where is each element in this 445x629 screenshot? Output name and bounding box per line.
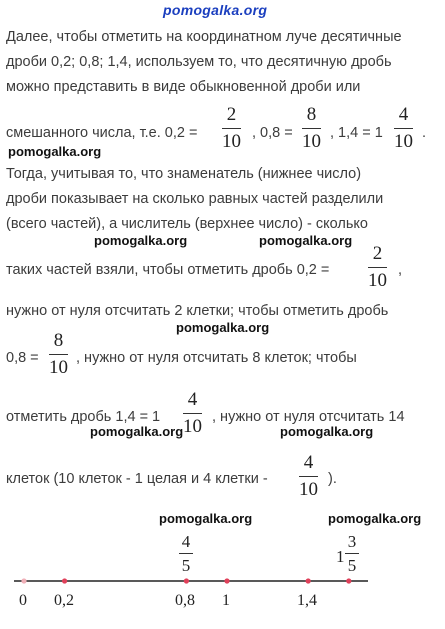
text-line-8a: таких частей взяли, чтобы отметить дробь 0,2 = bbox=[6, 262, 330, 278]
fraction-denominator: 5 bbox=[347, 556, 357, 575]
fraction-denominator: 10 bbox=[368, 270, 387, 291]
watermark-6: pomogalka.org bbox=[280, 424, 374, 439]
watermark-3: pomogalka.org bbox=[259, 233, 353, 248]
number-line-point bbox=[62, 578, 67, 583]
fraction-numerator: 2 bbox=[226, 104, 237, 125]
number-line-point bbox=[21, 578, 26, 583]
text-line-10a: 0,8 = bbox=[6, 350, 39, 366]
fraction-bar bbox=[179, 553, 193, 554]
fraction-denominator: 10 bbox=[49, 357, 68, 378]
label-zero: 0 bbox=[19, 592, 27, 609]
text-line-2: дроби 0,2; 0,8; 1,4, используем то, что десятичную дробь bbox=[6, 54, 392, 70]
fraction-numerator: 4 bbox=[187, 389, 198, 410]
text-line-12b: ). bbox=[328, 471, 337, 487]
text-line-5: Тогда, учитывая то, что знаменатель (нижнее число) bbox=[6, 166, 362, 182]
fraction-numerator: 4 bbox=[181, 532, 191, 551]
fraction-bar bbox=[345, 553, 359, 554]
text-line-6: дроби показывает на сколько равных частей разделили bbox=[6, 191, 384, 207]
fraction-bar bbox=[299, 476, 318, 477]
text-line-4a: смешанного числа, т.е. 0,2 = bbox=[6, 125, 198, 141]
text-line-1: Далее, чтобы отметить на координатном луче десятичные bbox=[6, 29, 402, 45]
fraction-denominator: 10 bbox=[394, 131, 413, 152]
fraction-numerator: 3 bbox=[347, 532, 357, 551]
watermark-5: pomogalka.org bbox=[90, 424, 184, 439]
number-line-point bbox=[224, 578, 229, 583]
text-line-9: нужно от нуля отсчитать 2 клетки; чтобы отметить дробь bbox=[6, 303, 389, 319]
fraction-bar bbox=[368, 267, 387, 268]
text-line-10b: , нужно от нуля отсчитать 8 клеток; чтобы bbox=[76, 350, 357, 366]
fraction-denominator: 5 bbox=[181, 556, 191, 575]
fraction-numerator: 4 bbox=[398, 104, 409, 125]
watermark-top: pomogalka.org bbox=[163, 2, 268, 18]
fraction-0-2-second bbox=[368, 243, 387, 292]
fraction-bar bbox=[49, 354, 68, 355]
text-line-11a: отметить дробь 1,4 = 1 bbox=[6, 409, 161, 425]
fraction-numerator: 8 bbox=[306, 104, 317, 125]
fraction-numerator: 4 bbox=[303, 452, 314, 473]
watermark-8: pomogalka.org bbox=[328, 511, 422, 526]
label-0-8: 0,8 bbox=[175, 592, 195, 609]
number-line bbox=[0, 570, 445, 594]
fraction-numerator: 2 bbox=[372, 243, 383, 264]
text-line-12a: клеток (10 клеток - 1 целая и 4 клетки - bbox=[6, 471, 268, 487]
number-line-point bbox=[306, 578, 311, 583]
text-line-3: можно представить в виде обыкновенной дроби или bbox=[6, 79, 361, 95]
fraction-denominator: 10 bbox=[183, 416, 202, 437]
fraction-numerator: 8 bbox=[53, 330, 64, 351]
fraction-0-2 bbox=[222, 104, 241, 153]
fraction-1-4 bbox=[394, 104, 413, 153]
fraction-denominator: 10 bbox=[299, 479, 318, 500]
label-1-4: 1,4 bbox=[297, 592, 317, 609]
text-line-7: (всего частей), а числитель (верхнее число) - сколько bbox=[6, 216, 368, 232]
number-line-fraction-3-5 bbox=[345, 532, 359, 575]
text-line-4d: . bbox=[422, 125, 427, 141]
fraction-bar bbox=[183, 413, 202, 414]
fraction-0-8-second bbox=[49, 330, 68, 379]
fraction-bar bbox=[394, 128, 413, 129]
label-one: 1 bbox=[222, 592, 230, 609]
fraction-1-4-second bbox=[183, 389, 202, 438]
watermark-2: pomogalka.org bbox=[94, 233, 188, 248]
watermark-1: pomogalka.org bbox=[8, 144, 102, 159]
fraction-denominator: 10 bbox=[302, 131, 321, 152]
fraction-0-8 bbox=[302, 104, 321, 153]
number-line-point bbox=[184, 578, 189, 583]
watermark-4: pomogalka.org bbox=[176, 320, 270, 335]
number-line-point bbox=[346, 578, 351, 583]
watermark-7: pomogalka.org bbox=[159, 511, 253, 526]
fraction-bar bbox=[222, 128, 241, 129]
label-0-2: 0,2 bbox=[54, 592, 74, 609]
fraction-denominator: 10 bbox=[222, 131, 241, 152]
fraction-4-10 bbox=[299, 452, 318, 501]
text-line-11b: , нужно от нуля отсчитать 14 bbox=[212, 409, 405, 425]
number-line-fraction-4-5 bbox=[179, 532, 193, 575]
text-line-4b: , 0,8 = bbox=[252, 125, 293, 141]
text-line-4c: , 1,4 = 1 bbox=[330, 125, 383, 141]
fraction-bar bbox=[302, 128, 321, 129]
number-line-mixed-whole: 1 bbox=[336, 547, 345, 566]
text-line-8b: , bbox=[398, 262, 403, 278]
